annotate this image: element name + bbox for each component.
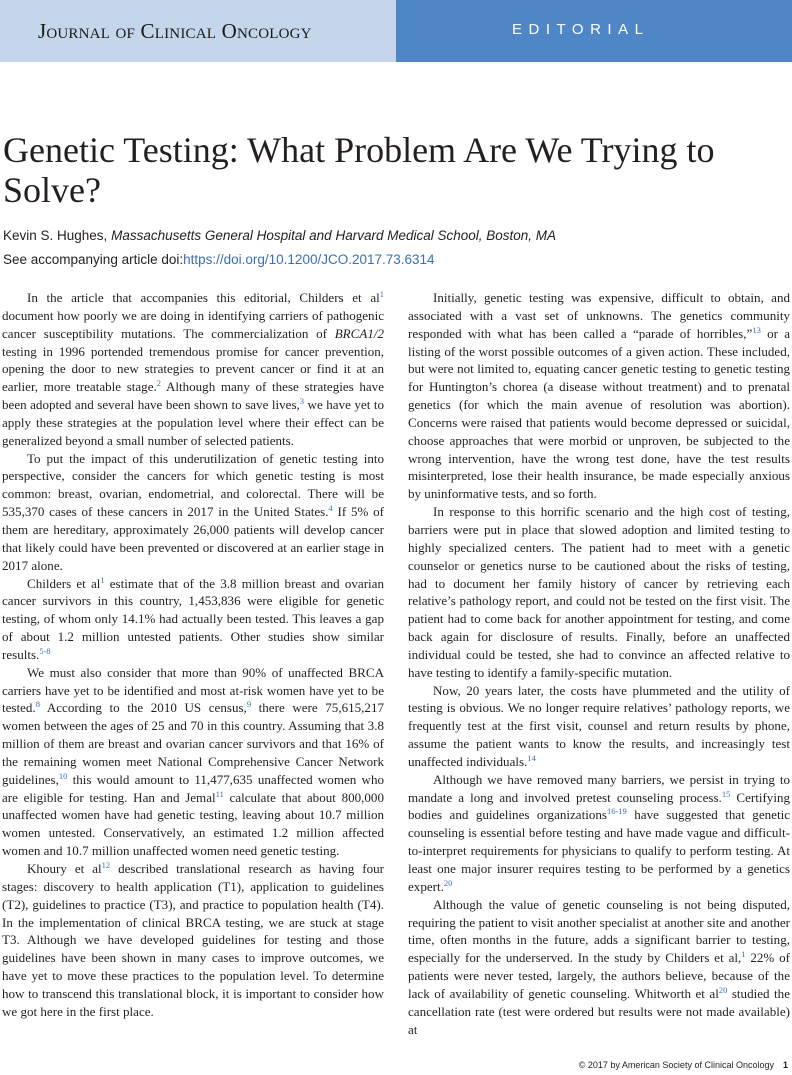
citation-ref[interactable]: 1	[100, 574, 105, 585]
body-text: calculate that about 800,000 unaffected women have had genetic testing, leaving about 10.7 million women untested. Conservatively, an estimated 1.2 million affected women and 10.7 million unaffected women need genetic testing.	[2, 789, 384, 859]
journal-name-band	[0, 0, 396, 62]
body-text: this would amount to 11,477,635 unaffected women who are eligible for testing. Han and Jemal	[2, 771, 384, 805]
body-paragraph	[2, 575, 384, 664]
citation-ref[interactable]: 16-19	[606, 806, 627, 817]
body-text: According to the 2010 US census,	[39, 700, 247, 716]
body-text: Certifying bodies and guidelines organizations	[408, 789, 791, 823]
author-name: Kevin S. Hughes,	[3, 228, 108, 243]
copyright: © 2017 by American Society of Clinical Oncology	[578, 1060, 774, 1070]
body-text: document how poorly we are doing in identifying carriers of pathogenic cancer susceptibility mutations. The commercialization of	[2, 307, 384, 341]
section-band	[396, 0, 792, 62]
body-paragraph	[408, 503, 790, 681]
body-text: In response to this horrific scenario and the high cost of testing, barriers were put in place that slowed adoption and limited testing to highly specialized centers. The patient had to meet with a genetic counselor or genetics nurse to be cautioned about the risks of testing, had to document her family history of cancer by retrieving each relative’s pathology report, and could not be tested on the first visit. The patient had to come back for another appointment for testing, and come back again for disclosure of results. Finally, before an unaffected individual could be tested, she had to convince an affected relative to have testing to identify a family-specific mutation.	[408, 504, 790, 680]
article-title: Genetic Testing: What Problem Are We Trying to Solve?	[3, 130, 715, 210]
body-text: We must also consider that more than 90% of unaffected BRCA carriers have yet to be identified and most at-risk women have yet to be tested.	[2, 664, 384, 716]
body-paragraph	[2, 860, 384, 1021]
body-text: In the article that accompanies this editorial, Childers et al	[27, 290, 380, 305]
body-text: Although we have removed many barriers, we persist in trying to mandate a long and involved pretest counseling process.	[408, 771, 790, 805]
journal-name: Journal of Clinical Oncology	[38, 19, 312, 43]
citation-ref[interactable]: 5-8	[39, 645, 51, 656]
body-text: there were 75,615,217 women between the ages of 25 and 70 in this country. Assuming that 3.8 million of them are breast and ovarian cancer survivors and that 16% of the remaining women meet National Comprehensive Cancer Network guidelines,	[2, 700, 384, 787]
body-column-left	[2, 289, 384, 1021]
body-paragraph	[408, 289, 790, 503]
citation-ref[interactable]: 1	[741, 949, 746, 960]
body-text: To put the impact of this underutilization of genetic testing into perspective, consider the cancers for which genetic testing is most common: breast, ovarian, endometrial, and colorectal. There will be 535,370 cases of these cancers in 2017 in the United States.	[2, 450, 384, 520]
citation-ref[interactable]: 4	[328, 503, 333, 514]
page-footer	[579, 1060, 788, 1070]
author-affiliation: Massachusetts General Hospital and Harvard Medical School, Boston, MA	[111, 228, 557, 243]
citation-ref[interactable]: 11	[215, 788, 224, 799]
citation-ref[interactable]: 20	[718, 984, 728, 995]
body-text: 22% of patients were never tested, largely, the authors believe, because of the lack of availability of genetic counseling. Whitworth et al	[408, 950, 790, 1001]
citation-ref[interactable]: 1	[379, 289, 384, 299]
citation-ref[interactable]: 20	[443, 877, 453, 888]
body-text: estimate that of the 3.8 million breast and ovarian cancer survivors in this country, 1,453,836 were eligible for genetic testing, of whom only 14.1% had actually been tested. This leaves a gap of about 1.2 million untested patients. Other studies show similar results.	[2, 575, 384, 662]
body-column-right	[408, 289, 790, 1038]
body-paragraph	[408, 896, 790, 1039]
body-paragraph	[408, 682, 790, 771]
see-prefix: See accompanying article doi:	[3, 252, 184, 267]
citation-ref[interactable]: 2	[156, 378, 162, 389]
body-text: Although many of these strategies have been adopted and several have been shown to save lives,	[2, 379, 384, 413]
body-text: have suggested that genetic counseling is essential before testing and have made vague and difficult-to-interpret requirements for physicians to qualify to perform testing. At least one major insurer requires testing to be performed by a genetics expert.	[408, 807, 790, 894]
citation-ref[interactable]: 12	[101, 860, 111, 870]
italic-text: BRCA1/2	[334, 325, 384, 341]
body-paragraph	[2, 289, 384, 450]
body-text: Although the value of genetic counseling is not being disputed, requiring the patient to visit another specialist at another site and another time, often months in the future, adds a significant barrier to testing, especially for the underserved. In the study by Childers et al,	[408, 896, 790, 966]
body-text: Childers et al	[27, 575, 101, 591]
journal-header	[0, 0, 792, 62]
body-text: Now, 20 years later, the costs have plummeted and the utility of testing is obvious. We no longer require relatives’ pathology reports, we frequently test at the first visit, counsel and return results by phone, assume the patient wants to know the results, and increasingly test unaffected individuals.	[408, 682, 790, 769]
body-text: If 5% of them are hereditary, approximately 26,000 patients will develop cancer that likely could have been prevented or discovered at an earlier stage in 2017 alone.	[2, 504, 384, 573]
citation-ref[interactable]: 10	[58, 770, 68, 781]
citation-ref[interactable]: 13	[752, 324, 761, 335]
body-text: or a listing of the worst possible outcomes of a given action. These included, but were not limited to, equating cancer genetic testing to genetic testing for Huntington’s chorea (a disease without treatment) and to prenatal genetics (for which the main avenue of resolution was abortion). Concerns were raised that patients would become depressed or suicidal, choose approaches that were morbid or unproven, be subjected to the wrong intervention, have the wrong test done, have the test results misinterpreted, lose their health insurance, be made especially anxious by uninformative tests, and so forth.	[408, 325, 791, 502]
body-text: Khoury et al	[27, 861, 102, 876]
citation-ref[interactable]: 3	[299, 396, 305, 407]
body-text: Initially, genetic testing was expensive, difficult to obtain, and associated with a vast set of unknowns. The genetics community responded with what has been called a “parade of horribles,”	[408, 290, 790, 341]
body-text: described translational research as having four stages: discovery to health application (T1), application to guidelines (T2), guidelines to practice (T3), and practice to population health (T4). In the implementation of clinical BRCA testing, we are stuck at stage T3. Although we have developed guidelines for testing and those guidelines have been shown in many cases to improve outcomes, we have yet to move these practices to the population level. To determine how to transcend this translational block, it is important to consider how we got here in the first place.	[2, 861, 384, 1019]
body-text: studied the cancellation rate (test were ordered but results were not made available) at	[408, 985, 790, 1037]
citation-ref[interactable]: 8	[35, 699, 40, 710]
page-number: 1	[782, 1060, 788, 1070]
body-paragraph	[2, 450, 384, 575]
body-text: we have yet to apply these strategies at the population level where their effect can be generalized beyond a small number of selected patients.	[2, 397, 384, 448]
citation-ref[interactable]: 14	[527, 752, 536, 763]
author-line	[3, 228, 556, 243]
body-paragraph	[2, 664, 384, 860]
citation-ref[interactable]: 15	[721, 788, 731, 799]
body-paragraph	[408, 771, 790, 896]
citation-ref[interactable]: 9	[246, 699, 252, 710]
doi-link[interactable]: https://doi.org/10.1200/JCO.2017.73.6314	[183, 252, 435, 267]
body-text: testing in 1996 portended tremendous promise for cancer prevention, opening the door to new strategies to prevent cancer or find it at an earlier, more treatable stage.	[2, 343, 384, 395]
see-accompanying-line	[3, 252, 435, 267]
section-label: EDITORIAL	[512, 21, 650, 38]
